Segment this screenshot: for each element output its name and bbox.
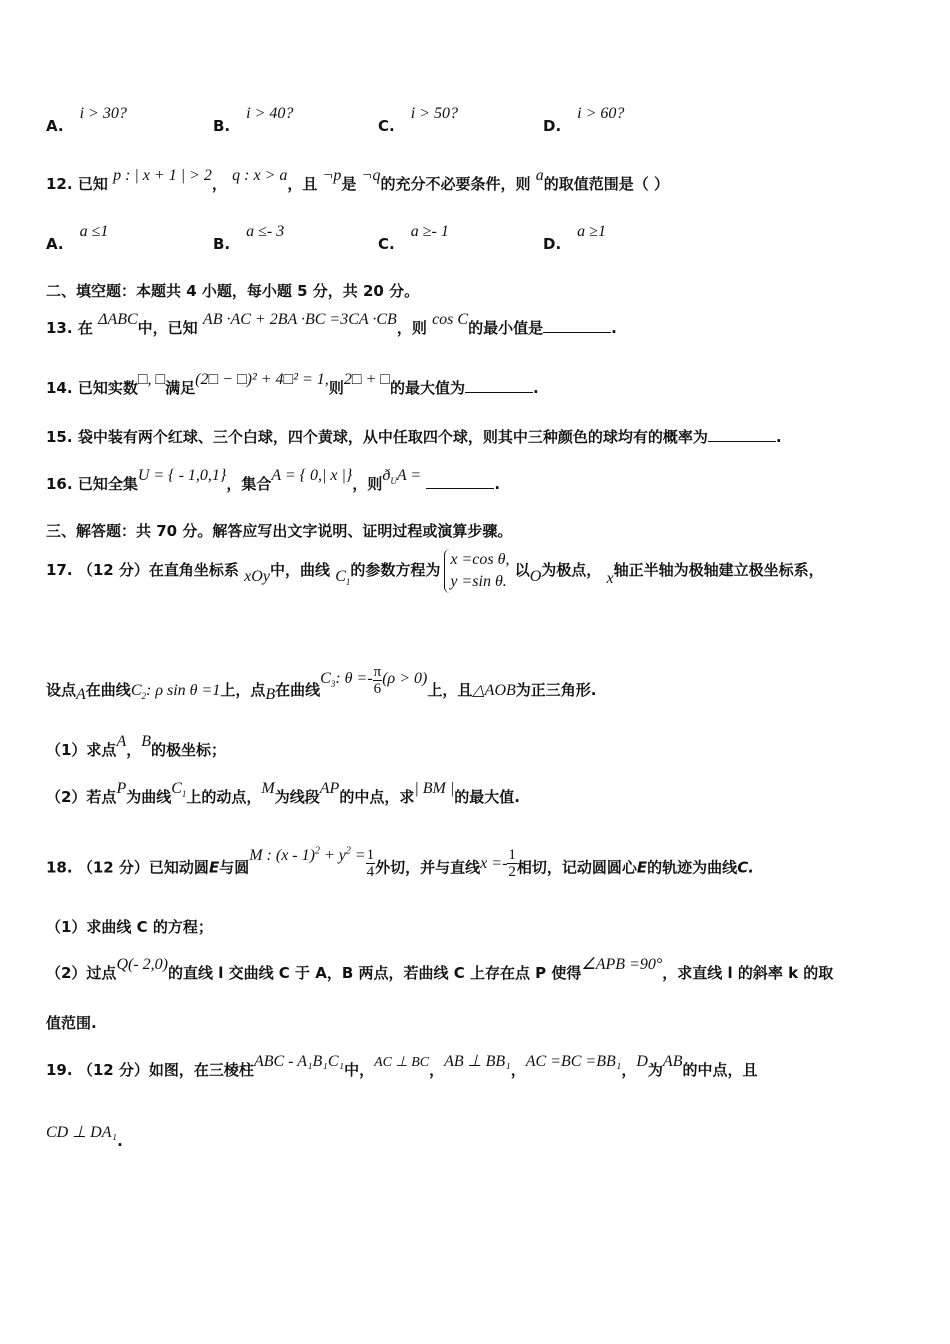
- question-16: 16. 已知全集U = { - 1,0,1}，集合A = { 0,| x |}，则$ð_UA$ = .: [46, 467, 501, 493]
- question-18-part-2: （2）过点Q(- 2,0)的直线 l 交曲线 C 于 A，B 两点，若曲线 C 上存在点 P 使得∠APB =90°，求直线 l 的斜率 k 的取: [46, 956, 834, 982]
- question-17-line-1: 17. （12 分）在直角坐标系 xOy中，曲线 $C_1$的参数方程为 x =cos θ, y =sin θ. 以O为极点， x轴正半轴为极轴建立极坐标系，: [46, 546, 824, 600]
- complement-symbol: $ð_UA$ =: [382, 467, 422, 487]
- q12-option-d: D.a ≥1: [543, 223, 606, 253]
- question-19: 19. （12 分）如图，在三棱柱ABC - A₁B₁C₁中，AC ⊥ BC，AB ⊥ BB₁，AC =BC =BB₁，D为AB的中点，且: [46, 1053, 758, 1079]
- question-14: 14. 已知实数□, □满足(2□ − □)² + 4□² = 1,则2□ + □的最大值为 .: [46, 371, 539, 397]
- question-17-line-2: 设点A在曲线$C_2$: ρ sin θ =1上，点B在曲线$C_3$: θ =- $\frac{\pi}{6}$ (ρ > 0)上，且△AOB为正三角形.: [46, 664, 597, 703]
- answer-blank: [426, 474, 494, 489]
- question-18-part-2-cont: 值范围.: [46, 1014, 97, 1032]
- question-17-part-1: （1）求点A，B的极坐标；: [46, 733, 227, 759]
- q12-option-c: C.a ≥- 1: [378, 223, 449, 253]
- answer-blank: [465, 378, 533, 393]
- q11-option-c: C.i > 50?: [378, 105, 458, 135]
- answer-blank: [708, 427, 776, 442]
- q11-option-d: D.i > 60?: [543, 105, 625, 135]
- question-18-part-1: （1）求曲线 C 的方程；: [46, 918, 213, 936]
- section-2-heading: 二、填空题：本题共 4 小题，每小题 5 分，共 20 分。: [46, 282, 420, 300]
- parametric-system: x =cos θ, y =sin θ.: [444, 549, 509, 593]
- question-19-cont: CD ⊥ DA₁.: [46, 1124, 123, 1150]
- section-3-heading: 三、解答题：共 70 分。解答应写出文字说明、证明过程或演算步骤。: [46, 522, 513, 540]
- question-13: 13. 在 ΔABC中，已知 AB ·AC + 2BA ·BC =3CA ·CB，则 cos C的最小值是 .: [46, 311, 617, 337]
- answer-blank: [543, 318, 611, 333]
- question-15: 15. 袋中装有两个红球、三个白球，四个黄球，从中任取四个球，则其中三种颜色的球均有的概率为 .: [46, 428, 782, 446]
- question-12: 12. 已知 p : | x + 1 | > 2， q : x > a，且 ¬p是 ¬q的充分不必要条件，则 a的取值范围是（ ）: [46, 167, 669, 193]
- question-18-line-1: 18. （12 分）已知动圆E与圆M : $(x - 1)^2 + y^2$ = $\frac{1}{4}$ 外切，并与直线x =- $\frac{1}{2}$ 相切，记动圆圆心E的轨迹为曲线C.: [46, 846, 754, 881]
- q12-option-b: B.a ≤- 3: [213, 223, 285, 253]
- q11-option-a: A.i > 30?: [46, 105, 127, 135]
- q12-option-a: A.a ≤1: [46, 223, 109, 253]
- q11-option-b: B.i > 40?: [213, 105, 294, 135]
- question-17-part-2: （2）若点P为曲线$C_1$上的动点，M为线段AP的中点，求| BM |的最大值.: [46, 780, 520, 806]
